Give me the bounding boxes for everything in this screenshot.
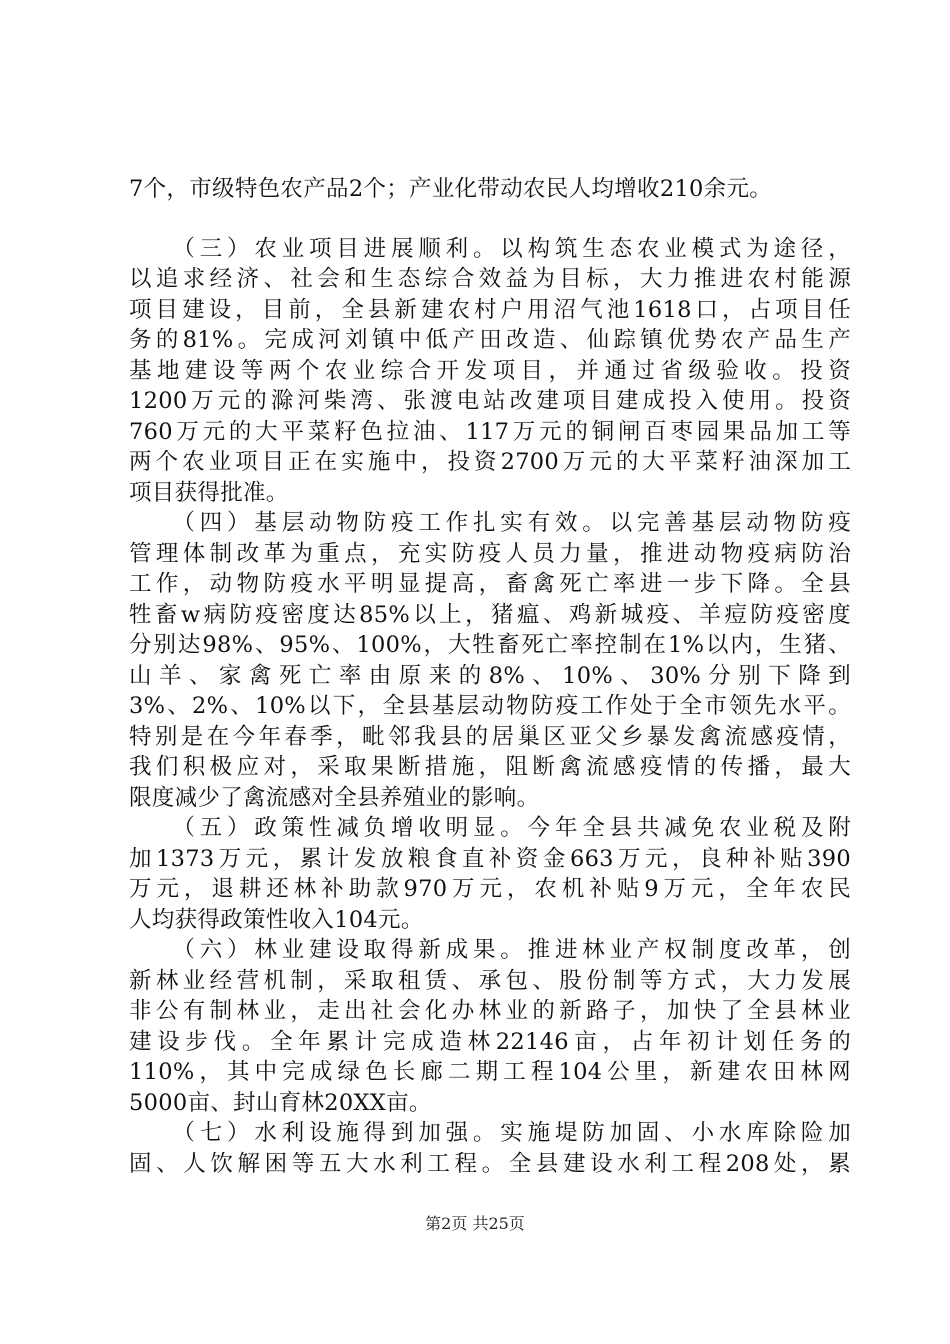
text-line: 项目获得批准。 [129, 479, 289, 506]
text-line: 5000亩、封山育林20XX亩。 [129, 1089, 432, 1116]
text-line: （五）政策性减负增收明显。今年全县共减免农业税及附 [129, 815, 851, 841]
text-line: 以追求经济、社会和生态综合效益为目标，大力推进农村能源 [129, 266, 851, 292]
text-line: 760万元的大平菜籽色拉油、117万元的铜闸百枣园果品加工等 [129, 418, 851, 445]
text-line: 110%，其中完成绿色长廊二期工程104公里，新建农田林网 [129, 1059, 851, 1085]
text-line: 非公有制林业，走出社会化办林业的新路子，加快了全县林业 [129, 998, 851, 1024]
text-line: 牲畜w病防疫密度达85%以上，猪瘟、鸡新城疫、羊痘防疫密度 [129, 601, 851, 628]
text-line: 万元，退耕还林补助款970万元，农机补贴9万元，全年农民 [129, 876, 851, 902]
text-line: 两个农业项目正在实施中，投资2700万元的大平菜籽油深加工 [129, 449, 851, 475]
document-body [129, 174, 851, 1179]
page-footer: 第2页 共25页 [425, 1214, 525, 1233]
text-line: 分别达98%、95%、100%，大牲畜死亡率控制在1%以内，生猪、 [129, 632, 851, 658]
text-line: 1200万元的滁河柴湾、张渡电站改建项目建成投入使用。投资 [129, 388, 851, 414]
text-line: 基地建设等两个农业综合开发项目，并通过省级验收。投资 [129, 357, 851, 384]
text-line: （六）林业建设取得新成果。推进林业产权制度改革，创 [129, 937, 851, 963]
text-line: 人均获得政策性收入104元。 [129, 906, 424, 933]
text-line: （三）农业项目进展顺利。以构筑生态农业模式为途径， [129, 235, 851, 262]
text-line: 3%、2%、10%以下，全县基层动物防疫工作处于全市领先水平。 [129, 693, 851, 719]
text-line: 限度减少了禽流感对全县养殖业的影响。 [129, 784, 540, 811]
text-line: 加1373万元，累计发放粮食直补资金663万元，良种补贴390 [129, 845, 851, 872]
text-line: 山羊、家禽死亡率由原来的8%、10%、30%分别下降到 [129, 662, 851, 689]
text-line: 建设步伐。全年累计完成造林22146亩，占年初计划任务的 [129, 1028, 851, 1055]
text-line: （七）水利设施得到加强。实施堤防加固、小水库除险加 [129, 1120, 851, 1146]
text-line: 固、人饮解困等五大水利工程。全县建设水利工程208处，累 [129, 1150, 851, 1177]
text-line: 务的81%。完成河刘镇中低产田改造、仙踪镇优势农产品生产 [129, 327, 851, 353]
text-line: 工作，动物防疫水平明显提高，畜禽死亡率进一步下降。全县 [129, 571, 851, 597]
text-line: 我们积极应对，采取果断措施，阻断禽流感疫情的传播，最大 [129, 754, 851, 780]
text-line: （四）基层动物防疫工作扎实有效。以完善基层动物防疫 [129, 510, 851, 536]
text-line: 7个，市级特色农产品2个；产业化带动农民人均增收210余元。 [129, 176, 773, 202]
text-line: 新林业经营机制，采取租赁、承包、股份制等方式，大力发展 [129, 967, 851, 994]
text-line: 管理体制改革为重点，充实防疫人员力量，推进动物疫病防治 [129, 540, 851, 567]
text-line: 特别是在今年春季，毗邻我县的居巢区亚父乡暴发禽流感疫情， [129, 723, 851, 750]
text-line: 项目建设，目前，全县新建农村户用沼气池1618口，占项目任 [129, 296, 851, 323]
